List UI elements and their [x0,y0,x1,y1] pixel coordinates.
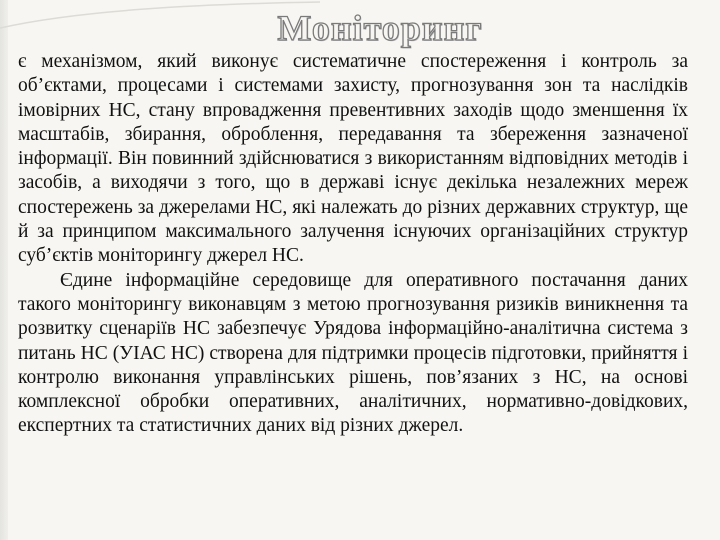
slide-title: Моніторинг [277,8,483,48]
paragraph-1: є механізмом, який виконує систематичне спостереження і контроль за об’єктами, процесами і системами захисту, прогнозування зон та наслідків імовірних НС, стану впровадження превентивних заходів щодо зменшення їх масштабів, збирання, оброблення, передавання та збереження зазначеної інформації. Він повинний здійснюватися з використанням відповідних методів і засобів, а виходячи з того, що в державі існує декілька незалежних мереж спостережень за джерелами НС, які належать до різних державних структур, ще й за принципом максимального залучення існуючих організаційних структур суб’єктів моніторингу джерел НС. [18,51,688,267]
paragraph-2: Єдине інформаційне середовище для оперативного постачання даних такого моніторингу виконавцям з метою прогнозування ризиків виникнення та розвитку сценаріїв НС забезпечує Урядова інформаційно-аналітична система з питань НС (УІАС НС) створена для підтримки процесів підготовки, прийняття і контролю виконання управлінських рішень, пов’язаних з НС, на основі комплексної обробки оперативних, аналітичних, нормативно-довідкових, експертних та статистичних даних від різних джерел. [18,269,688,437]
slide-body [18,50,688,439]
slide-left-border [0,0,8,540]
